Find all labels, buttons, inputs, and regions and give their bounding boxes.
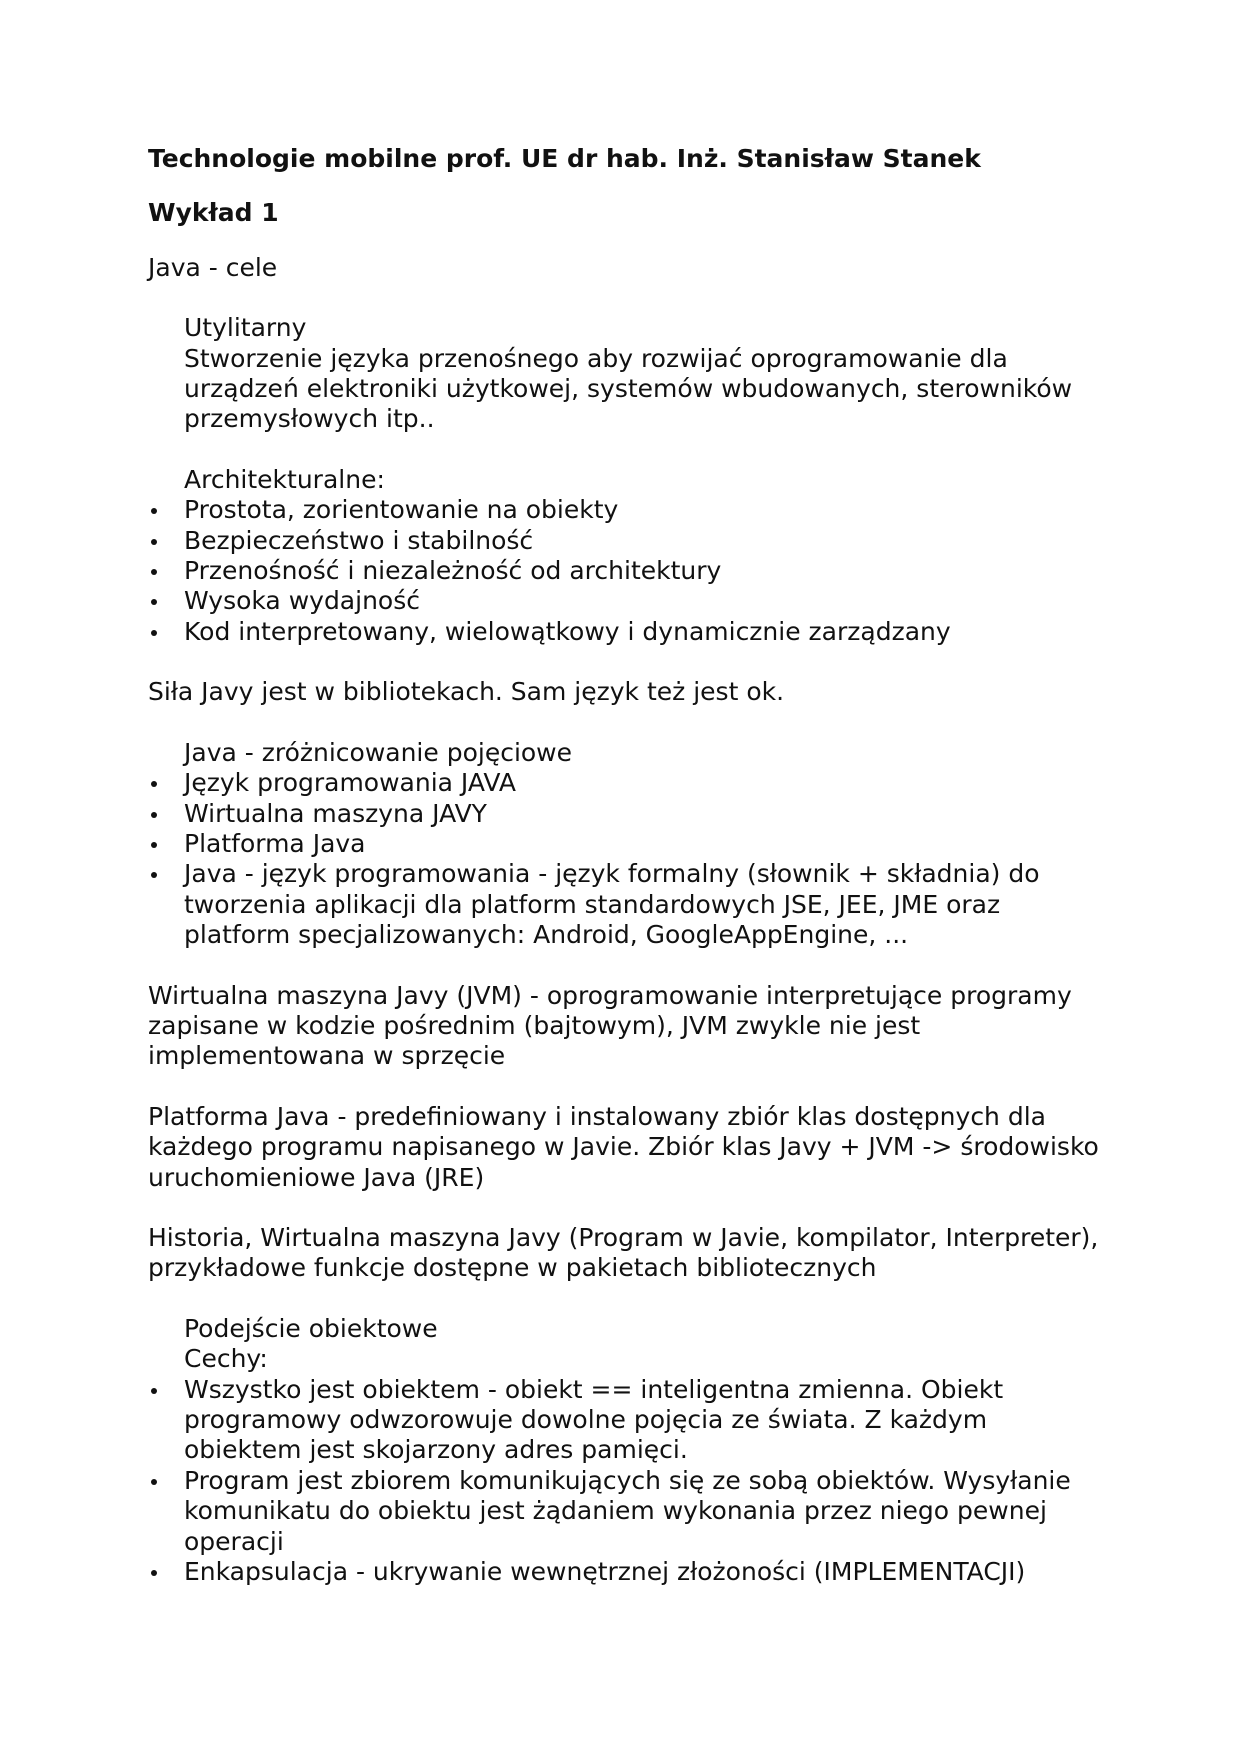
list-item: [148, 829, 1108, 859]
list-item: [148, 1557, 1108, 1587]
list-item: [148, 617, 1108, 647]
list-item-text: Program jest zbiorem komunikujących się ze sobą obiektów. Wysyłanie komunikatu do obiektu jest żądaniem wykonania przez niego pewnej operacji: [184, 1465, 1071, 1556]
list-item: [148, 1375, 1108, 1466]
features-heading: Cechy:: [184, 1344, 268, 1374]
list-item: [148, 526, 1108, 556]
utilitarian-text: Stworzenie języka przenośnego aby rozwijać oprogramowanie dla urządzeń elektroniki użytkowej, systemów wbudowanych, sterowników przemysłowych itp..: [184, 343, 1073, 434]
features-list: [148, 1375, 1108, 1588]
lecture-heading: Wykład 1: [148, 198, 279, 228]
list-item: [148, 859, 1108, 950]
list-item-text: Enkapsulacja - ukrywanie wewnętrznej złożoności (IMPLEMENTACJI): [184, 1557, 1026, 1587]
list-item: [148, 586, 1108, 616]
platform-paragraph: Platforma Java - predefiniowany i instalowany zbiór klas dostępnych dla każdego programu napisanego w Javie. Zbiór klas Javy + JVM -> środowisko uruchomieniowe Java (JRE): [148, 1101, 1099, 1192]
strength-text: Siła Javy jest w bibliotekach. Sam język też jest ok.: [148, 677, 785, 707]
list-item: [148, 799, 1108, 829]
concepts-list: [148, 768, 1108, 950]
list-item-text: Bezpieczeństwo i stabilność: [184, 525, 534, 555]
document-body: [148, 144, 1108, 1617]
list-item: [148, 556, 1108, 586]
architectural-list: [148, 495, 1108, 647]
list-item-text: Platforma Java: [184, 828, 366, 858]
list-item-text: Przenośność i niezależność od architektury: [184, 556, 722, 586]
list-item-text: Język programowania JAVA: [184, 768, 516, 798]
list-item-text: Prostota, zorientowanie na obiekty: [184, 495, 619, 525]
jvm-paragraph: Wirtualna maszyna Javy (JVM) - oprogramowanie interpretujące programy zapisane w kodzie pośrednim (bajtowym), JVM zwykle nie jest implementowana w sprzęcie: [148, 980, 1072, 1071]
list-item: [148, 768, 1108, 798]
list-item-text: Wszystko jest obiektem - obiekt == inteligentna zmienna. Obiekt programowy odwzorowuje dowolne pojęcia ze świata. Z każdym obiektem jest skojarzony adres pamięci.: [184, 1374, 1004, 1465]
document-title: Technologie mobilne prof. UE dr hab. Inż. Stanisław Stanek: [148, 144, 981, 173]
list-item-text: Kod interpretowany, wielowątkowy i dynamicznie zarządzany: [184, 616, 951, 646]
utilitarian-heading: Utylitarny: [184, 313, 307, 343]
history-paragraph: Historia, Wirtualna maszyna Javy (Program w Javie, kompilator, Interpreter), przykładowe funkcje dostępne w pakietach bibliotecznych: [148, 1222, 1099, 1283]
goals-heading: Java - cele: [148, 252, 278, 282]
architectural-heading: Architekturalne:: [184, 464, 385, 494]
list-item-text: Java - język programowania - język formalny (słownik + składnia) do tworzenia aplikacji dla platform standardowych JSE, JEE, JME oraz platform specjalizowanych: Android, GoogleAppEngine, ...: [184, 859, 1040, 950]
list-item-text: Wysoka wydajność: [184, 586, 420, 616]
oop-heading: Podejście obiektowe: [184, 1313, 438, 1343]
list-item: [148, 1466, 1108, 1557]
list-item-text: Wirtualna maszyna JAVY: [184, 798, 487, 828]
concepts-heading: Java - zróżnicowanie pojęciowe: [184, 737, 573, 767]
list-item: [148, 495, 1108, 525]
